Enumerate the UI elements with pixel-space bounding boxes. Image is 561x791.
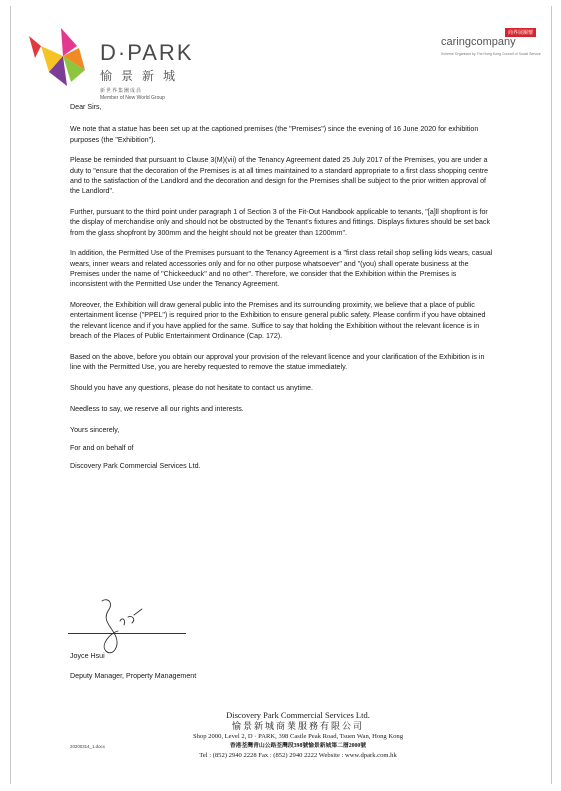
dpark-logo-icon (27, 26, 97, 88)
caring-badge: 商界展關懷 (505, 28, 536, 37)
logo-shape-red (29, 36, 41, 58)
brand-chinese-name: 愉景新城 (100, 69, 185, 83)
footer-address-cn: 香港荃灣青山公路荃灣段398號愉景新城第二層2000號 (229, 743, 367, 749)
on-behalf: For and on behalf of (70, 443, 134, 452)
caring-company-logo (441, 28, 541, 62)
handwritten-signature (92, 597, 162, 659)
paragraph-7: Should you have any questions, please do not hesitate to contact us anytime. (70, 383, 313, 392)
salutation: Dear Sirs, (70, 103, 102, 111)
signer-title: Deputy Manager, Property Management (70, 672, 197, 680)
footer-company-cn: 愉景新城商業服務有限公司 (231, 721, 364, 731)
group-english: Member of New World Group (100, 95, 165, 101)
footer-address-en: Shop 2000, Level 2, D · PARK, 398 Castle Peak Road, Tsuen Wan, Hong Kong (192, 733, 404, 740)
paragraph-4: In addition, the Permitted Use of the Premises pursuant to the Tenancy Agreement is a "first class retail shop selling kids wears, casual wears, inner wears and related accessories only and for no other purpose whatsoever" and "(you) shall operate business at the Premises under the name of "Chickeeduck" and no other". Therefore, we consider that the Exhibition within the Premises is inconsistent with the Permitted Use under the Tenancy Agreement. (70, 249, 493, 289)
group-chinese: 新世界集團成員 (100, 88, 143, 94)
company-name: Discovery Park Commercial Services Ltd. (70, 462, 201, 471)
paragraph-5: Moreover, the Exhibition will draw general public into the Premises and its surrounding proximity, we believe that a place of public entertainment license ("PPEL") is required prior to the Exhibition to ensure general public safety. Please confirm if you have obtained the relevant licence and if you have applied for the same. Suffice to say that holding the Exhibition without the relevant licence is in breach of the Places of Public Entertainment Ordinance (Cap. 172). (70, 301, 486, 341)
paragraph-8: Needless to say, we reserve all our rights and interests. (70, 404, 244, 413)
paragraph-6: Based on the above, before you obtain our approval your provision of the relevant licence and your clarification of the Exhibition is in line with the Permitted Use, you are hereby requested to remove the statue immediately. (70, 352, 485, 372)
brand-name: D·PARK (100, 40, 194, 65)
paragraph-2: Please be reminded that pursuant to Clause 3(M)(vii) of the Tenancy Agreement dated 25 July 2017 of the Premises, you are under a duty to "ensure that the decoration of the Premises is at all times maintained to a standard appropriate to a first class shopping centre and to the satisfaction of the Landlord and the decoration and design for the Premises shall be subject to the prior written approval of the Landlord". (70, 156, 489, 196)
footer-company-en: Discovery Park Commercial Services Ltd. (226, 710, 370, 720)
signer-name: Joyce Hsui (70, 652, 105, 660)
paragraph-1: We note that a statue has been set up at the captioned premises (the "Premises") since the evening of 16 June 2020 for exhibition purposes (the "Exhibition"). (70, 125, 479, 144)
closing: Yours sincerely, (70, 425, 120, 434)
caring-label: caringcompany (441, 36, 516, 48)
document-reference: 20200314_1.docx (70, 744, 105, 749)
caring-subtext: Scheme Organised by The Hong Kong Council of Social Service (441, 52, 541, 56)
paragraph-3: Further, pursuant to the third point under paragraph 1 of Section 3 of the Fit-Out Handbook applicable to tenants, "[a]ll shopfront is for the display of merchandise only and should not be obstructed by the Tenant's fixtures and fittings. Displays fixtures should be set back from the glass shopfront by 300mm and the height should not be greater than 1200mm". (70, 208, 490, 237)
letter-body (70, 100, 495, 482)
footer-contact: Tel : (852) 2940 2228 Fax : (852) 2940 2222 Website : www.dpark.com.hk (199, 752, 397, 759)
signature-line (68, 633, 186, 634)
letterhead-footer (138, 710, 458, 761)
